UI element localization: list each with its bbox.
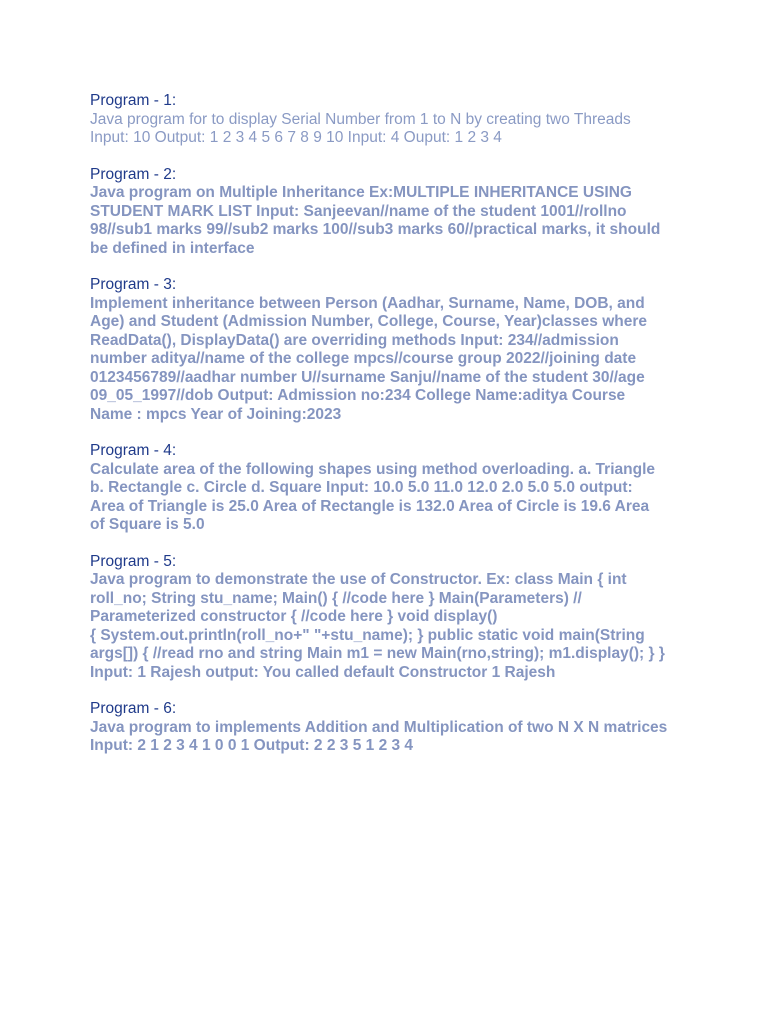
program-description: Java program on Multiple Inheritance Ex:MULTIPLE INHERITANCE USING STUDENT MARK LIST Input: Sanjeevan//name of the student 1001//rollno 98//sub1 marks 99//sub2 marks 100//sub3 marks 60//practical marks, it should be defined in interface bbox=[90, 184, 661, 257]
program-description: Implement inheritance between Person (Aadhar, Surname, Name, DOB, and Age) and Student (Admission Number, College, Course, Year)classes where ReadData(), DisplayData() are overriding methods Input: 234//admission number aditya//name of the college mpcs//course group 2022//joining date 0123456789//aadhar number U//surname Sanju//name of the student 30//age 09_05_1997//dob Output: Admission no:234 College Name:aditya Course Name : mpcs Year of Joining:2023 bbox=[90, 294, 648, 423]
program-description: Calculate area of the following shapes using method overloading. a. Triangle b. Rectangle c. Circle d. Square Input: 10.0 5.0 11.0 12.0 2.0 5.0 5.0 output: Area of Triangle is 25.0 Area of Rectangle is 132.0 Area of Circle is 19.6 Area of Square is 5.0 bbox=[90, 460, 655, 533]
program-2 bbox=[90, 166, 690, 259]
program-description: Java program for to display Serial Number from 1 to N by creating two Threads Input: 10 Output: 1 2 3 4 5 6 7 8 9 10 Input: 4 Ouput: 1 2 3 4 bbox=[90, 110, 631, 146]
program-5 bbox=[90, 553, 690, 683]
program-4 bbox=[90, 442, 690, 535]
program-3 bbox=[90, 276, 690, 424]
program-heading: Program - 2: bbox=[90, 165, 177, 183]
program-heading: Program - 1: bbox=[90, 92, 177, 109]
program-heading: Program - 3: bbox=[90, 276, 177, 293]
program-6 bbox=[90, 700, 690, 756]
program-heading: Program - 5: bbox=[90, 552, 177, 570]
document-page bbox=[90, 92, 690, 774]
program-heading: Program - 6: bbox=[90, 700, 177, 717]
program-description: Java program to implements Addition and Multiplication of two N X N matrices Input: 2 1 2 3 4 1 0 0 1 Output: 2 2 3 5 1 2 3 4 bbox=[90, 718, 668, 754]
program-1 bbox=[90, 92, 690, 148]
program-heading: Program - 4: bbox=[90, 442, 177, 459]
program-description: Java program to demonstrate the use of Constructor. Ex: class Main { int roll_no; String stu_name; Main() { //code here } Main(Parameters) // Parameterized constructor { //code here } void display() { System.out.println(roll_no+" "+stu_name); } public static void main(String args[]) { //read rno and string Main m1 = new Main(rno,string); m1.display(); } } Input: 1 Rajesh output: You called default Constructor 1 Rajesh bbox=[90, 571, 665, 681]
